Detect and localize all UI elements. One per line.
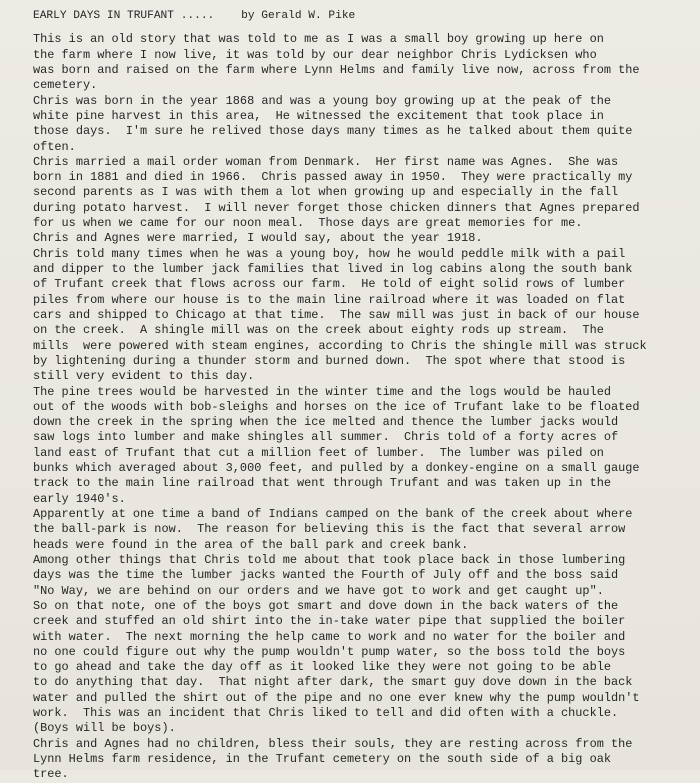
text-line: Chris and Agnes were married, I would say, about the year 1918. (33, 231, 483, 246)
paragraph (33, 155, 693, 232)
paragraph (33, 507, 693, 553)
text-line: So on that note, one of the boys got smart and dove down in the back waters of the (33, 598, 619, 613)
text-line: creek and stuffed an old shirt into the in-take water pipe that supplied the boiler (33, 614, 626, 629)
text-line: Chris and Agnes had no children, bless their souls, they are resting across from the (33, 736, 633, 751)
article-header (33, 9, 693, 24)
text-line: with water. The next morning the help came to work and no water for the boiler and (33, 629, 626, 644)
text-line: was born and raised on the farm where Lynn Helms and family live now, across from the (33, 62, 640, 77)
paragraph (33, 231, 693, 246)
text-line: Chris told many times when he was a young boy, how he would peddle milk with a pail (33, 246, 626, 261)
paragraph (33, 94, 693, 155)
text-line: early 1940's. (33, 491, 126, 506)
text-line: and dipper to the lumber jack families that lived in log cabins along the south bank (33, 262, 633, 276)
paragraph (33, 247, 693, 385)
text-line: saw logs into lumber and make shingles all summer. Chris told of a forty acres of (33, 430, 619, 445)
text-line: water and pulled the shirt out of the pipe and no one ever knew why the pump wouldn't (33, 690, 640, 705)
text-line: Chris was born in the year 1868 and was a young boy growing up at the peak of the (33, 93, 611, 108)
text-line: often. (33, 139, 76, 154)
text-line: Chris married a mail order woman from Denmark. Her first name was Agnes. She was (33, 154, 619, 169)
text-line: work. This was an incident that Chris liked to tell and did often with a chuckle. (33, 706, 619, 721)
paragraph (33, 553, 693, 599)
text-line: "No Way, we are behind on our orders and we have got to work and get caught up". (33, 583, 604, 598)
text-line: (Boys will be boys). (33, 721, 176, 736)
text-line: second parents as I was with them a lot when growing up and especially in the fall (33, 185, 619, 200)
text-line: the ball-park is now. The reason for believing this is the fact that several arrow (33, 522, 626, 537)
article-author: by Gerald W. Pike (241, 10, 356, 22)
text-line: The pine trees would be harvested in the winter time and the logs would be hauled (33, 384, 611, 399)
text-line: This is an old story that was told to me as I was a small boy growing up here on (33, 32, 604, 47)
text-line: cars and shipped to Chicago at that time. The saw mill was just in back of our house (33, 307, 640, 322)
text-line: cemetery. (33, 78, 98, 93)
paragraph (33, 599, 693, 737)
text-line: on the creek. A shingle mill was on the creek about eighty rods up stream. The (33, 323, 604, 338)
paragraph (33, 737, 693, 783)
text-line: out of the woods with bob-sleighs and horses on the ice of Trufant lake to be floated (33, 399, 640, 414)
text-line: the farm where I now live, it was told by our dear neighbor Chris Lydicksen who (33, 47, 597, 62)
text-line: bunks which averaged about 3,000 feet, and pulled by a donkey-engine on a small gauge (33, 461, 640, 476)
text-line: land east of Trufant that cut a million feet of lumber. The lumber was piled on (33, 445, 604, 460)
text-line: down the creek in the spring when the ice melted and thence the lumber jacks would (33, 415, 619, 430)
text-line: born in 1881 and died in 1966. Chris passed away in 1950. They were practically my (33, 170, 633, 185)
text-line: still very evident to this day. (33, 369, 255, 384)
text-line: for us when we came for our noon meal. Those days are great memories for me. (33, 216, 583, 231)
paragraph (33, 32, 693, 93)
text-line: of Trufant creek that flows across our farm. He told of eight solid rows of lumber (33, 277, 626, 292)
article-title: EARLY DAYS IN TRUFANT ..... (33, 10, 215, 22)
text-line: mills were powered with steam engines, according to Chris the shingle mill was struck (33, 338, 647, 353)
text-line: piles from where our house is to the main line railroad where it was loaded on flat (33, 292, 626, 307)
text-line: heads were found in the area of the ball park and creek bank. (33, 537, 469, 552)
text-line: Among other things that Chris told me about that took place back in those lumbering (33, 552, 626, 567)
text-line: tree. (33, 767, 69, 782)
article (33, 9, 693, 783)
text-line: white pine harvest in this area, He witnessed the excitement that took place in (33, 108, 604, 123)
text-line: Lynn Helms farm residence, in the Trufant cemetery on the south side of a big oak (33, 752, 611, 766)
article-body (33, 32, 693, 782)
text-line: to go ahead and take the day off as it looked like they were not going to be able (33, 660, 611, 675)
text-line: no one could figure out why the pump wouldn't pump water, so the boss told the boys (33, 644, 626, 659)
text-line: those days. I'm sure he relived those days many times as he talked about them quite (33, 124, 633, 139)
text-line: during potato harvest. I will never forget those chicken dinners that Agnes prepared (33, 200, 640, 215)
text-line: days was the time the lumber jacks wanted the Fourth of July off and the boss said (33, 568, 619, 583)
text-line: by lightening during a thunder storm and burned down. The spot where that stood is (33, 353, 626, 368)
text-line: Apparently at one time a band of Indians camped on the bank of the creek about where (33, 507, 633, 521)
paragraph (33, 385, 693, 508)
text-line: to do anything that day. That night after dark, the smart guy dove down in the back (33, 675, 633, 690)
text-line: track to the main line railroad that went through Trufant and was taken up in the (33, 476, 611, 491)
